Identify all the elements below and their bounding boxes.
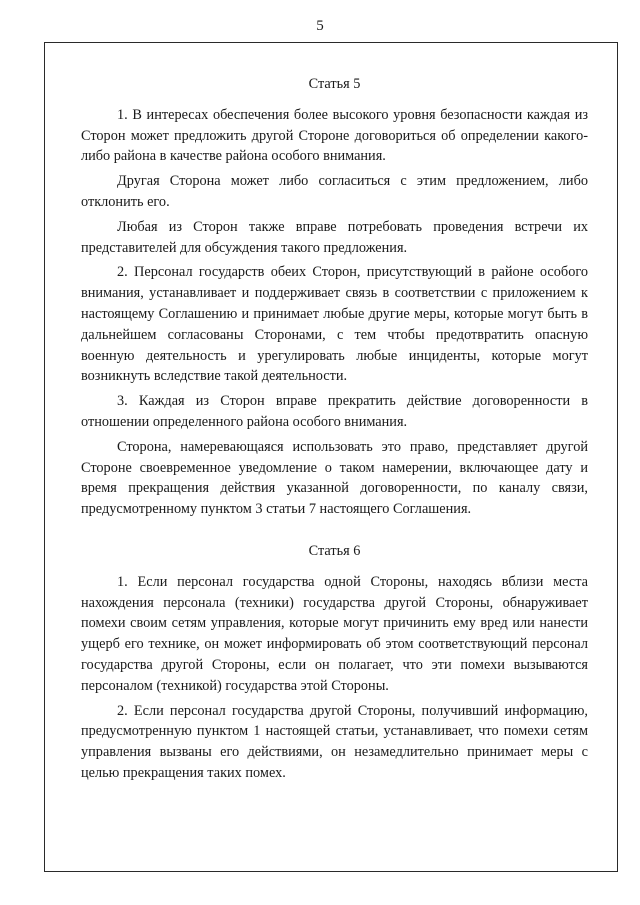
paragraph: Любая из Сторон также вправе потребовать проведения встречи их представителей для обсуждения такого предложения. <box>81 218 588 256</box>
paragraph: 1. Если персонал государства одной Стороны, находясь вблизи места нахождения персонала (техники) государства другой Стороны, обнаруживает помехи своим сетям управления, которые могут причинить ему вред или нанести ущерб его технике, он может информировать об этом соответствующий персонал государства другой Стороны, если он полагает, что эти помехи вызываются персоналом (техникой) государства этой Стороны. <box>81 573 588 694</box>
paragraph: 2. Если персонал государства другой Стороны, получивший информацию, предусмотренную пунктом 1 настоящей статьи, устанавливает, что помехи сетям управления вызваны его действиями, он незамедлительно принимает меры с целью прекращения таких помех. <box>81 702 588 781</box>
article-6 <box>81 541 588 784</box>
paragraph: 1. В интересах обеспечения более высокого уровня безопасности каждая из Сторон может предложить другой Стороне договориться об определении какого-либо района в качестве района особого внимания. <box>81 106 588 165</box>
paragraph: Другая Сторона может либо согласиться с этим предложением, либо отклонить его. <box>81 173 588 210</box>
paragraph: 2. Персонал государств обеих Сторон, присутствующий в районе особого внимания, устанавливает и поддерживает связь в соответствии с приложением к настоящему Соглашению и принимает любые другие меры, которые могут быть в дальнейшем согласованы Сторонами, с тем чтобы предотвратить опасную военную деятельность и урегулировать любые инциденты, которые могут возникнуть вследствие такой деятельности. <box>81 264 588 385</box>
page-number: 5 <box>316 18 324 34</box>
paragraph: 3. Каждая из Сторон вправе прекратить действие договоренности в отношении определенного района особого внимания. <box>81 393 588 430</box>
article-title: Статья 5 <box>308 76 361 92</box>
article-title: Статья 6 <box>308 542 361 559</box>
article-5 <box>81 74 588 520</box>
paragraph: Сторона, намеревающаяся использовать это право, представляет другой Стороне своевременное уведомление о таком намерении, включающее дату и время прекращения действия указанной договоренности, по каналу связи, предусмотренному пунктом 3 статьи 7 настоящего Соглашения. <box>81 438 588 518</box>
document-body <box>81 74 588 788</box>
